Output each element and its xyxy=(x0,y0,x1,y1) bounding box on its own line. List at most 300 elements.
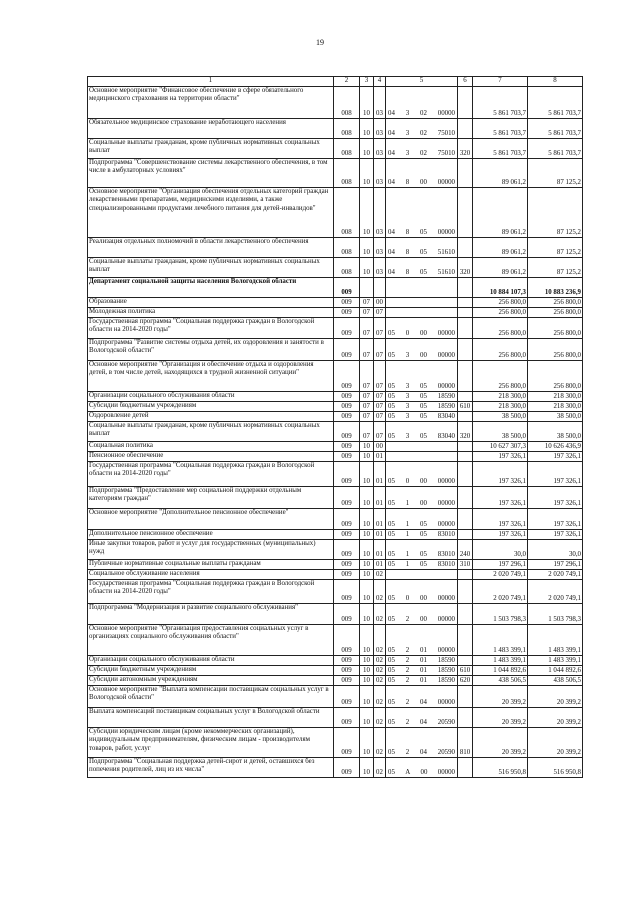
table-row xyxy=(88,402,583,412)
grbs-code: 009 xyxy=(334,452,360,462)
table-row xyxy=(88,412,583,422)
target-article-parts xyxy=(387,616,456,624)
target-article-part: 3 xyxy=(405,129,410,137)
target-article-part: 00000 xyxy=(437,520,455,528)
section-code: 07 xyxy=(360,402,374,412)
target-article-parts xyxy=(387,699,456,707)
target-article-part: 2 xyxy=(405,646,410,654)
table-row xyxy=(88,676,583,686)
target-article-part: 8 xyxy=(405,178,410,186)
section-code: 10 xyxy=(360,708,374,728)
target-article-code xyxy=(386,728,458,758)
target-article-part: 1 xyxy=(405,560,410,568)
target-article-parts xyxy=(387,150,456,158)
target-article-part: 00 xyxy=(420,615,427,623)
amount-year-1: 89 061,2 xyxy=(473,258,528,278)
header-cell: 4 xyxy=(374,77,386,87)
row-name: Социальные выплаты гражданам, кроме публичных нормативных социальных выплат xyxy=(88,258,334,278)
row-name: Публичные нормативные социальные выплаты гражданам xyxy=(88,560,334,570)
target-article-part: 05 xyxy=(420,228,427,236)
expense-type-code xyxy=(458,530,473,540)
subsection-code: 07 xyxy=(374,318,386,339)
target-article-part: 00 xyxy=(420,477,427,485)
grbs-code: 009 xyxy=(334,422,360,442)
table-row xyxy=(88,278,583,298)
target-article-part: 04 xyxy=(388,178,395,186)
subsection-code: 03 xyxy=(374,87,386,119)
grbs-code: 009 xyxy=(334,412,360,422)
target-article-part: 3 xyxy=(405,382,410,390)
target-article-code xyxy=(386,487,458,509)
grbs-code: 009 xyxy=(334,604,360,625)
target-article-part: 00000 xyxy=(437,329,455,337)
target-article-part: 02 xyxy=(420,109,427,117)
target-article-part: 05 xyxy=(420,248,427,256)
target-article-part: 00000 xyxy=(437,351,455,359)
target-article-part: 00000 xyxy=(437,228,455,236)
target-article-code xyxy=(386,298,458,308)
amount-year-2: 38 500,0 xyxy=(528,422,583,442)
amount-year-2: 5 861 703,7 xyxy=(528,119,583,139)
table-row xyxy=(88,686,583,708)
grbs-code: 008 xyxy=(334,87,360,119)
target-article-parts xyxy=(387,330,456,338)
target-article-parts xyxy=(387,719,456,727)
table-row xyxy=(88,87,583,119)
target-article-code xyxy=(386,625,458,656)
target-article-part: 05 xyxy=(420,412,427,420)
section-code: 10 xyxy=(360,580,374,604)
target-article-code xyxy=(386,462,458,487)
table-row xyxy=(88,339,583,361)
target-article-part: 00 xyxy=(420,178,427,186)
row-name: Социальная политика xyxy=(88,442,334,452)
subsection-code: 07 xyxy=(374,308,386,318)
target-article-part: 05 xyxy=(388,477,395,485)
target-article-part: 00000 xyxy=(437,499,455,507)
subsection-code: 03 xyxy=(374,159,386,188)
target-article-part: 04 xyxy=(388,228,395,236)
section-code: 10 xyxy=(360,530,374,540)
expense-type-code xyxy=(458,159,473,188)
target-article-part: 05 xyxy=(388,646,395,654)
row-name: Реализация отдельных полномочий в области лекарственного обеспечения xyxy=(88,238,334,258)
target-article-part: 83040 xyxy=(437,432,455,440)
header-cell: 1 xyxy=(88,77,334,87)
table-row xyxy=(88,258,583,278)
subsection-code: 02 xyxy=(374,580,386,604)
amount-year-1: 2 020 749,1 xyxy=(473,580,528,604)
target-article-part: 0 xyxy=(405,477,410,485)
target-article-part: 2 xyxy=(405,748,410,756)
amount-year-1: 20 399,2 xyxy=(473,708,528,728)
expense-type-code xyxy=(458,625,473,656)
section-code: 10 xyxy=(360,686,374,708)
target-article-code xyxy=(386,258,458,278)
target-article-part: 04 xyxy=(420,748,427,756)
target-article-part: 3 xyxy=(405,109,410,117)
grbs-code: 009 xyxy=(334,530,360,540)
grbs-code: 008 xyxy=(334,159,360,188)
target-article-parts xyxy=(387,179,456,187)
target-article-part: 05 xyxy=(388,768,395,776)
target-article-part: 04 xyxy=(388,248,395,256)
expense-type-code: 240 xyxy=(458,540,473,560)
amount-year-1: 1 483 399,1 xyxy=(473,625,528,656)
amount-year-1: 197 326,1 xyxy=(473,452,528,462)
amount-year-2: 256 800,0 xyxy=(528,298,583,308)
expense-type-code xyxy=(458,580,473,604)
target-article-code xyxy=(386,361,458,392)
target-article-part: 2 xyxy=(405,718,410,726)
grbs-code: 008 xyxy=(334,139,360,159)
amount-year-1: 256 800,0 xyxy=(473,318,528,339)
amount-year-2: 197 326,1 xyxy=(528,462,583,487)
row-name: Молодежная политика xyxy=(88,308,334,318)
target-article-part: 00000 xyxy=(437,178,455,186)
target-article-part: 05 xyxy=(420,268,427,276)
expense-type-code xyxy=(458,604,473,625)
expense-type-code xyxy=(458,656,473,666)
grbs-code: 009 xyxy=(334,666,360,676)
target-article-parts xyxy=(387,749,456,757)
row-name: Социальные выплаты гражданам, кроме публичных нормативных социальных выплат xyxy=(88,422,334,442)
target-article-parts xyxy=(387,433,456,441)
subsection-code: 02 xyxy=(374,686,386,708)
target-article-part: 05 xyxy=(388,666,395,674)
row-name: Департамент социальной защиты населения Вологодской области xyxy=(88,278,334,298)
expense-type-code: 310 xyxy=(458,560,473,570)
target-article-part: 05 xyxy=(388,499,395,507)
amount-year-2: 2 020 749,1 xyxy=(528,570,583,580)
target-article-code xyxy=(386,278,458,298)
target-article-part: 8 xyxy=(405,248,410,256)
target-article-code xyxy=(386,452,458,462)
target-article-parts xyxy=(387,393,456,401)
target-article-code xyxy=(386,139,458,159)
section-code: 10 xyxy=(360,452,374,462)
subsection-code: 00 xyxy=(374,442,386,452)
target-article-part: 05 xyxy=(388,530,395,538)
target-article-part: 00000 xyxy=(437,477,455,485)
subsection-code: 07 xyxy=(374,339,386,361)
amount-year-2: 1 483 399,1 xyxy=(528,656,583,666)
target-article-code xyxy=(386,676,458,686)
target-article-part: 05 xyxy=(420,560,427,568)
table-row xyxy=(88,728,583,758)
amount-year-1: 38 500,0 xyxy=(473,412,528,422)
section-code: 07 xyxy=(360,392,374,402)
amount-year-2: 1 483 399,1 xyxy=(528,625,583,656)
amount-year-2: 30,0 xyxy=(528,540,583,560)
subsection-code: 01 xyxy=(374,487,386,509)
amount-year-2: 20 399,2 xyxy=(528,728,583,758)
target-article-part: 18590 xyxy=(437,666,455,674)
row-name: Организации социального обслуживания области xyxy=(88,656,334,666)
section-code: 10 xyxy=(360,676,374,686)
amount-year-1: 10 884 107,3 xyxy=(473,278,528,298)
target-article-part: 51610 xyxy=(437,268,455,276)
grbs-code: 009 xyxy=(334,361,360,392)
subsection-code: 03 xyxy=(374,188,386,238)
row-name: Основное мероприятие "Дополнительное пенсионное обеспечение" xyxy=(88,509,334,530)
amount-year-1: 197 326,1 xyxy=(473,530,528,540)
table-row xyxy=(88,708,583,728)
grbs-code: 009 xyxy=(334,758,360,778)
target-article-code xyxy=(386,402,458,412)
row-name: Социальное обслуживание населения xyxy=(88,570,334,580)
amount-year-2: 516 950,8 xyxy=(528,758,583,778)
target-article-parts xyxy=(387,521,456,529)
grbs-code: 009 xyxy=(334,392,360,402)
target-article-parts xyxy=(387,657,456,665)
row-name: Подпрограмма "Совершенствование системы лекарственного обеспечения, в том числе в амбулаторных условиях" xyxy=(88,159,334,188)
section-code: 07 xyxy=(360,339,374,361)
section-code: 10 xyxy=(360,656,374,666)
target-article-part: 05 xyxy=(388,560,395,568)
target-article-parts xyxy=(387,249,456,257)
row-name: Основное мероприятие "Финансовое обеспечение в сфере обязательного медицинского страхования на территории области" xyxy=(88,87,334,119)
row-name: Образование xyxy=(88,298,334,308)
table-row xyxy=(88,580,583,604)
expense-type-code xyxy=(458,278,473,298)
target-article-part: 01 xyxy=(420,676,427,684)
expense-type-code xyxy=(458,462,473,487)
target-article-part: 00000 xyxy=(437,382,455,390)
target-article-part: 0 xyxy=(405,594,410,602)
amount-year-2: 197 296,1 xyxy=(528,560,583,570)
expense-type-code xyxy=(458,392,473,402)
target-article-part: 05 xyxy=(420,530,427,538)
target-article-code xyxy=(386,656,458,666)
subsection-code: 02 xyxy=(374,708,386,728)
amount-year-2: 5 861 703,7 xyxy=(528,139,583,159)
target-article-code xyxy=(386,540,458,560)
target-article-part: 00000 xyxy=(437,646,455,654)
grbs-code: 009 xyxy=(334,580,360,604)
subsection-code: 01 xyxy=(374,540,386,560)
target-article-code xyxy=(386,530,458,540)
table-row xyxy=(88,487,583,509)
expense-type-code: 320 xyxy=(458,258,473,278)
section-code: 10 xyxy=(360,87,374,119)
target-article-part: 05 xyxy=(420,382,427,390)
expense-type-code xyxy=(458,509,473,530)
target-article-part: 1 xyxy=(405,530,410,538)
amount-year-1: 256 800,0 xyxy=(473,339,528,361)
grbs-code: 008 xyxy=(334,119,360,139)
table-row xyxy=(88,509,583,530)
row-name: Иные закупки товаров, работ и услуг для государственных (муниципальных) нужд xyxy=(88,540,334,560)
target-article-part: 00 xyxy=(420,499,427,507)
grbs-code: 009 xyxy=(334,442,360,452)
row-name: Подпрограмма "Модернизация и развитие социального обслуживания" xyxy=(88,604,334,625)
expense-type-code xyxy=(458,487,473,509)
grbs-code: 008 xyxy=(334,258,360,278)
amount-year-2: 256 800,0 xyxy=(528,318,583,339)
table-row xyxy=(88,604,583,625)
subsection-code: 01 xyxy=(374,530,386,540)
target-article-part: 05 xyxy=(420,392,427,400)
target-article-part: 05 xyxy=(388,615,395,623)
amount-year-1: 1 483 399,1 xyxy=(473,656,528,666)
subsection-code: 02 xyxy=(374,570,386,580)
table-row xyxy=(88,656,583,666)
target-article-part: 75010 xyxy=(437,129,455,137)
subsection-code: 07 xyxy=(374,412,386,422)
target-article-part: 75010 xyxy=(437,149,455,157)
section-code xyxy=(360,278,374,298)
expense-type-code xyxy=(458,708,473,728)
table-row xyxy=(88,570,583,580)
section-code: 10 xyxy=(360,728,374,758)
target-article-part: 05 xyxy=(388,329,395,337)
subsection-code: 03 xyxy=(374,139,386,159)
grbs-code: 009 xyxy=(334,308,360,318)
grbs-code: 009 xyxy=(334,676,360,686)
table-row xyxy=(88,530,583,540)
subsection-code: 01 xyxy=(374,462,386,487)
target-article-part: 01 xyxy=(420,656,427,664)
target-article-part: А xyxy=(405,768,411,776)
subsection-code: 02 xyxy=(374,676,386,686)
budget-table-container xyxy=(87,76,582,778)
grbs-code: 009 xyxy=(334,278,360,298)
section-code: 10 xyxy=(360,258,374,278)
grbs-code: 009 xyxy=(334,318,360,339)
target-article-part: 18590 xyxy=(437,402,455,410)
expense-type-code xyxy=(458,570,473,580)
table-row xyxy=(88,159,583,188)
amount-year-2: 197 326,1 xyxy=(528,530,583,540)
target-article-part: 04 xyxy=(388,268,395,276)
target-article-part: 05 xyxy=(388,351,395,359)
row-name: Дополнительное пенсионное обеспечение xyxy=(88,530,334,540)
target-article-parts xyxy=(387,769,456,777)
section-code: 10 xyxy=(360,560,374,570)
amount-year-2: 256 800,0 xyxy=(528,308,583,318)
subsection-code: 07 xyxy=(374,361,386,392)
target-article-parts xyxy=(387,595,456,603)
amount-year-1: 1 044 892,6 xyxy=(473,666,528,676)
target-article-part: 00000 xyxy=(437,594,455,602)
target-article-code xyxy=(386,580,458,604)
grbs-code: 009 xyxy=(334,298,360,308)
table-row xyxy=(88,298,583,308)
amount-year-1: 89 061,2 xyxy=(473,159,528,188)
target-article-part: 05 xyxy=(420,550,427,558)
target-article-part: 83010 xyxy=(437,530,455,538)
table-header-row xyxy=(88,77,583,87)
section-code: 07 xyxy=(360,298,374,308)
target-article-code xyxy=(386,422,458,442)
target-article-part: 83040 xyxy=(437,412,455,420)
subsection-code: 01 xyxy=(374,452,386,462)
section-code: 10 xyxy=(360,509,374,530)
amount-year-2: 1 503 798,3 xyxy=(528,604,583,625)
target-article-code xyxy=(386,87,458,119)
section-code: 10 xyxy=(360,442,374,452)
header-cell: 8 xyxy=(528,77,583,87)
target-article-part: 05 xyxy=(388,748,395,756)
row-name: Основное мероприятие "Организация обеспечения отдельных категорий граждан лекарственными препаратами, медицинскими изделиями, а также специализированными продуктами лечебного питания для детей-инвалидов" xyxy=(88,188,334,238)
amount-year-1: 89 061,2 xyxy=(473,238,528,258)
row-name: Оздоровление детей xyxy=(88,412,334,422)
target-article-part: 02 xyxy=(420,149,427,157)
grbs-code: 009 xyxy=(334,487,360,509)
row-name: Обязательное медицинское страхование неработающего населения xyxy=(88,119,334,139)
target-article-part: 04 xyxy=(420,698,427,706)
target-article-parts xyxy=(387,551,456,559)
table-row xyxy=(88,318,583,339)
expense-type-code: 610 xyxy=(458,402,473,412)
section-code: 10 xyxy=(360,604,374,625)
target-article-part: 3 xyxy=(405,412,410,420)
section-code: 10 xyxy=(360,540,374,560)
target-article-part: 05 xyxy=(388,594,395,602)
grbs-code: 009 xyxy=(334,540,360,560)
target-article-part: 1 xyxy=(405,499,410,507)
target-article-part: 00 xyxy=(420,768,428,776)
row-name: Подпрограмма "Предоставление мер социальной поддержки отдельным категориям граждан" xyxy=(88,487,334,509)
target-article-code xyxy=(386,560,458,570)
subsection-code xyxy=(374,278,386,298)
target-article-code xyxy=(386,119,458,139)
expense-type-code xyxy=(458,452,473,462)
target-article-code xyxy=(386,238,458,258)
amount-year-1: 10 627 307,3 xyxy=(473,442,528,452)
row-name: Социальные выплаты гражданам, кроме публичных нормативных социальных выплат xyxy=(88,139,334,159)
row-name: Организации социального обслуживания области xyxy=(88,392,334,402)
target-article-part: 05 xyxy=(388,402,395,410)
table-row xyxy=(88,422,583,442)
expense-type-code: 320 xyxy=(458,422,473,442)
section-code: 10 xyxy=(360,487,374,509)
subsection-code: 03 xyxy=(374,258,386,278)
target-article-parts xyxy=(387,229,456,237)
target-article-part: 04 xyxy=(388,149,395,157)
amount-year-2: 87 125,2 xyxy=(528,238,583,258)
target-article-part: 00000 xyxy=(437,109,455,117)
budget-table xyxy=(87,76,583,778)
grbs-code: 009 xyxy=(334,570,360,580)
target-article-parts xyxy=(387,383,456,391)
target-article-code xyxy=(386,686,458,708)
target-article-code xyxy=(386,339,458,361)
expense-type-code xyxy=(458,87,473,119)
target-article-part: 3 xyxy=(405,402,410,410)
target-article-parts xyxy=(387,269,456,277)
target-article-code xyxy=(386,159,458,188)
target-article-code xyxy=(386,666,458,676)
target-article-part: 3 xyxy=(405,351,410,359)
table-row xyxy=(88,392,583,402)
expense-type-code xyxy=(458,238,473,258)
target-article-part: 51610 xyxy=(437,248,455,256)
target-article-parts xyxy=(387,531,456,539)
section-code: 10 xyxy=(360,758,374,778)
target-article-part: 05 xyxy=(420,520,427,528)
table-row xyxy=(88,139,583,159)
subsection-code: 02 xyxy=(374,604,386,625)
target-article-part: 8 xyxy=(405,268,410,276)
grbs-code: 009 xyxy=(334,625,360,656)
amount-year-1: 218 300,0 xyxy=(473,402,528,412)
target-article-part: 3 xyxy=(405,432,410,440)
target-article-part: 05 xyxy=(388,676,395,684)
amount-year-2: 197 326,1 xyxy=(528,452,583,462)
amount-year-1: 1 503 798,3 xyxy=(473,604,528,625)
